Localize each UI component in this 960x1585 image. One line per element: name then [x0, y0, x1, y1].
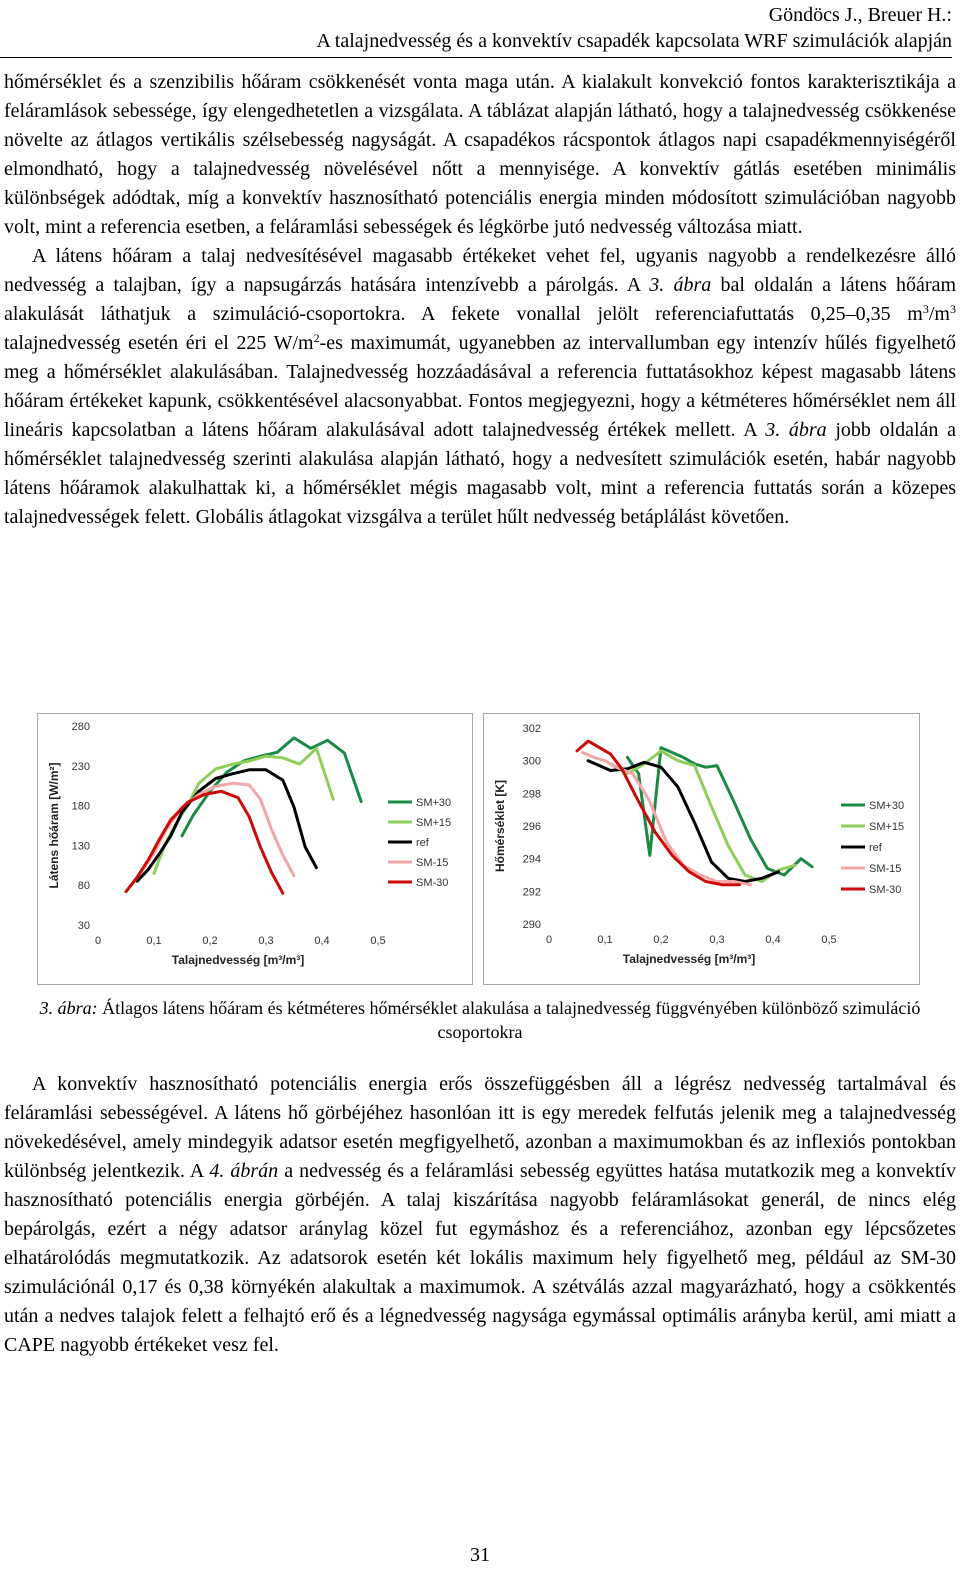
x-tick-label: 0,1 — [146, 935, 162, 947]
legend-label: ref — [869, 842, 882, 854]
temperature-chart — [483, 713, 920, 985]
x-tick-label: 0,4 — [314, 935, 330, 947]
y-tick-label: 230 — [71, 760, 90, 773]
header-title: A talajnedvesség és a konvektív csapadék kapcsolata WRF szimulációk alapján — [316, 30, 952, 52]
header-authors: Göndöcs J., Breuer H.: — [768, 4, 952, 26]
x-tick-label: 0,3 — [709, 934, 725, 946]
y-tick-label: 280 — [71, 721, 90, 733]
x-tick-label: 0,5 — [370, 935, 386, 947]
x-tick-label: 0,5 — [821, 934, 837, 946]
superscript: 2 — [313, 331, 320, 345]
paragraph — [4, 242, 956, 532]
series-line-sm-30 — [126, 791, 283, 893]
x-axis-title: Talajnedvesség [m³/m³] — [171, 953, 305, 967]
legend-label: SM+15 — [416, 817, 452, 829]
x-axis-title: Talajnedvesség [m³/m³] — [622, 952, 756, 966]
header-rule — [0, 57, 952, 58]
x-tick-label: 0,1 — [597, 934, 613, 946]
legend-label: ref — [416, 837, 429, 849]
caption-label: 3. ábra: — [39, 998, 98, 1018]
y-tick-label: 298 — [522, 788, 541, 801]
paragraph-text: jobb oldalán a hőmérséklet talajnedvesség szerinti alakulása alapján látható, hogy a nedvesített szimulációk esetén, habár nagyobb látens hőáramok alakulhattak ki, a hőmérséklet mégis magasabb volt, mint a referencia futtatás során a közepes talajnedvességek felett. Globális átlagokat vizsgálva a terület hűlt nedvesség betáplálást követően. — [4, 419, 956, 528]
y-tick-label: 30 — [77, 920, 90, 932]
body-text-lower — [4, 1070, 956, 1360]
x-tick-label: 0,4 — [765, 934, 781, 946]
figure-reference: 3. ábra — [649, 274, 712, 296]
y-tick-label: 292 — [522, 886, 541, 899]
legend-label: SM+15 — [869, 821, 905, 833]
y-axis-title: Hőmérséklet [K] — [493, 779, 507, 873]
latent-heat-chart — [37, 713, 473, 985]
y-tick-label: 180 — [71, 800, 90, 813]
series-line-sm-15 — [605, 751, 795, 882]
legend-label: SM-15 — [869, 863, 902, 875]
superscript: 3 — [922, 302, 929, 316]
paragraph-text: talajnedvesség esetén éri el 225 W/m — [4, 332, 314, 354]
figure-caption — [0, 996, 960, 1044]
paragraph-text: A látens hőáram a talaj nedvesítésével magasabb értékeket vehet fel, ugyanis nagyobb a rendelkezésre álló nedvesség a talajban, így a napsugárzás hatására intenzívebb a párolgás. A — [4, 245, 956, 296]
legend-label: SM-15 — [416, 857, 449, 869]
y-axis-title: Látens hőáram [W/m²] — [47, 762, 61, 889]
x-tick-label: 0,2 — [202, 935, 218, 947]
figure-reference: 3. ábra — [765, 419, 827, 441]
y-tick-label: 296 — [522, 821, 541, 833]
legend-label: SM+30 — [416, 797, 452, 809]
paragraph-text: bal oldalán a látens hőáram alakulását láthatjuk a szimuláció-csoportokra. A fekete vonallal jelölt referenciafuttatás 0,25–0,35 m — [4, 274, 956, 325]
y-tick-label: 290 — [522, 919, 541, 931]
legend-label: SM-30 — [416, 877, 449, 889]
page-number: 31 — [470, 1544, 490, 1566]
x-tick-label: 0,2 — [653, 934, 669, 946]
temperature-chart-svg — [484, 714, 919, 984]
y-tick-label: 302 — [522, 723, 541, 735]
caption-text: Átlagos látens hőáram és kétméteres hőmérséklet alakulása a talajnedvesség függvényében különböző szimuláció csoportokra — [97, 998, 921, 1042]
x-tick-label: 0 — [545, 934, 553, 946]
latent-heat-chart-svg — [38, 714, 472, 984]
y-tick-label: 130 — [71, 840, 90, 853]
superscript: 3 — [950, 302, 956, 316]
y-tick-label: 300 — [522, 755, 541, 768]
figure-reference: 4. ábrán — [209, 1160, 279, 1182]
legend-label: SM+30 — [869, 800, 905, 812]
paragraph — [4, 1070, 956, 1360]
legend-label: SM-30 — [869, 884, 902, 896]
x-tick-label: 0,3 — [258, 935, 274, 947]
y-tick-label: 294 — [522, 853, 541, 866]
paragraph — [4, 68, 956, 242]
paragraph-text: -es maximumát, ugyanebben az intervallumban egy intenzív hűlés figyelhető meg a hőmérséklet alakulásában. Talajnedvesség hozzáadásával a referencia futtatásokhoz képest magasabb látens hőáram értékeket kapunk, csökkentésével alacsonyabbat. Fontos megjegyezni, hogy a kétméteres hőmérséklet nem áll lineáris kapcsolatban a látens hőáram alakulásával adott talajnedvesség értékek mellett. A — [4, 332, 957, 441]
body-text-upper — [4, 68, 956, 532]
y-tick-label: 80 — [77, 880, 90, 893]
paragraph-text: /m — [928, 303, 950, 325]
paragraph-text: hőmérséklet és a szenzibilis hőáram csökkenését vonta maga után. A kialakult konvekció fontos karakterisztikája a feláramlások sebessége, így elengedhetetlen a vizsgálata. A táblázat alapján látható, hogy a talajnedvesség csökkenése növelte az átlagos vertikális szélsebesség nagyságát. A csapadékos rácspontok átlagos napi csapadékmennyiségéről elmondható, hogy a talajnedvesség növelésével nőtt a mennyisége. A konvektív gátlás esetében minimális különbségek adódtak, míg a konvektív hasznosítható potenciális energia minden módosított szimulációban nagyobb volt, mint a referencia esetben, a feláramlási sebességek és légkörbe jutó nedvesség változása miatt. — [4, 71, 956, 238]
x-tick-label: 0 — [94, 935, 102, 947]
series-line-sm-30 — [182, 738, 361, 836]
paragraph-text: a nedvesség és a feláramlási sebesség együttes hatása mutatkozik meg a konvektív hasznosítható potenciális energia görbéjén. A talaj kiszárítása nagyobb feláramlásokat generál, de nincs elég bepárolgás, ezért a négy adatsor aránylag közel fut egymáshoz és a referenciához, azonban egy lépcsőzetes elhatárolódás megmutatkozik. Az adatsorok esetén két lokális maximum hely figyelhető meg, például az SM-30 szimulációnál 0,17 és 0,38 környékén alakultak a maximumok. A szétválás azzal magyarázható, hogy a csökkentés után a nedves talajok felett a felhajtó erő és a légnedvesség nagysága egymással optimális arányba kerül, ami miatt a CAPE nagyobb értékeket vesz fel. — [4, 1160, 956, 1356]
paragraph-text: A konvektív hasznosítható potenciális energia erős összefüggésben áll a légrész nedvesség tartalmával és feláramlási sebességével. A látens hő görbéjéhez hasonlóan itt is egy meredek felfutás jelenik meg a talajnedvesség növekedésével, amely mindegyik adatsor esetén megfigyelhető, azonban a maximumokban és az inflexiós pontokban különbség jelentkezik. A — [4, 1073, 956, 1182]
